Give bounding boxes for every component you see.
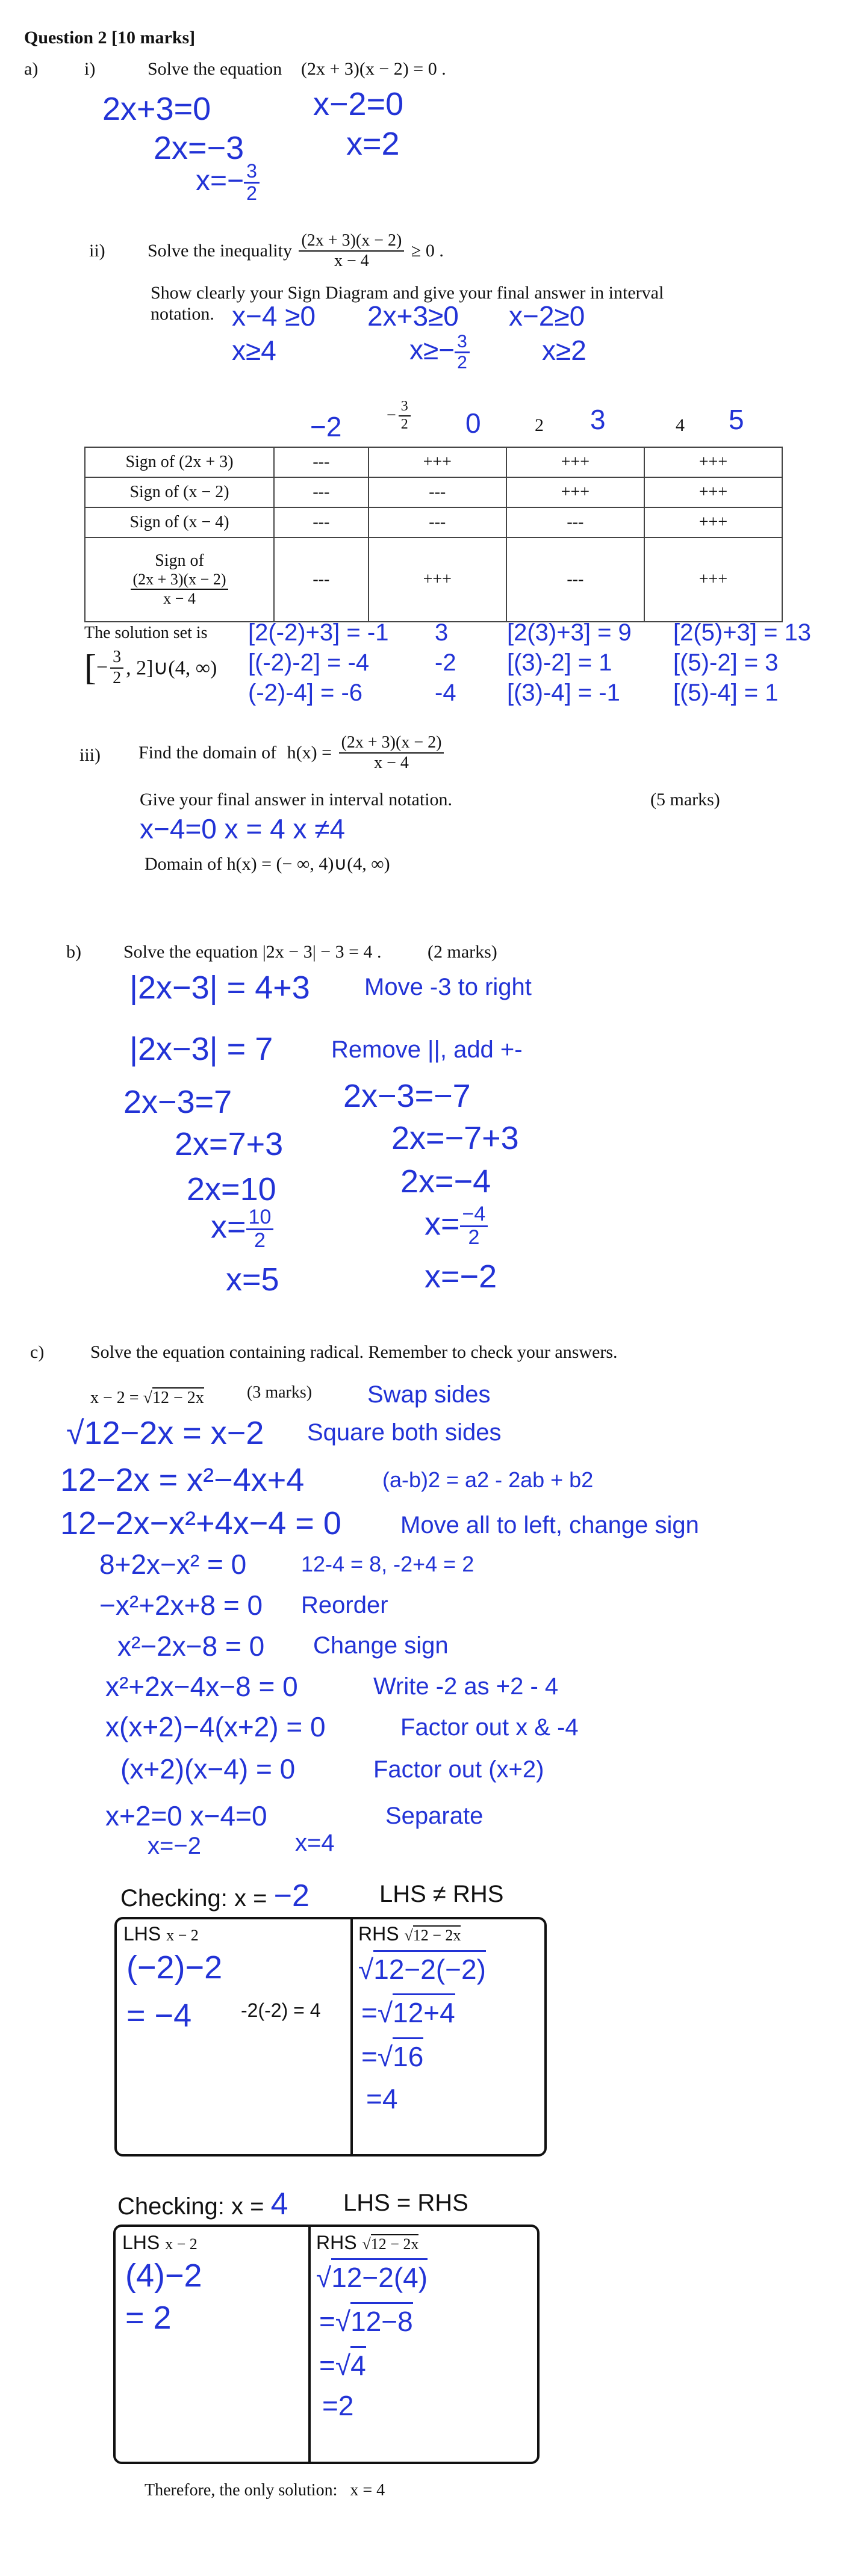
iii-work: x−4=0 x = 4 x ≠4 [140, 813, 346, 844]
c-step-3: 12−2x−x²+4x−4 = 0 [60, 1505, 341, 1541]
c-root-2: x=4 [295, 1830, 335, 1856]
crit-hand-2: 0 [465, 407, 481, 439]
c-step-7: x²+2x−4x−8 = 0 [105, 1671, 298, 1702]
ii-instruction-2: notation. [151, 304, 214, 324]
sign-cell: --- [274, 507, 369, 537]
check2-rhs-work-4: =2 [322, 2390, 354, 2421]
sign-cell: +++ [506, 447, 644, 477]
check2-rhs-work-1: √12−2(4) [316, 2258, 428, 2294]
b-right-1: 2x−3=−7 [343, 1078, 471, 1114]
c-step-5: −x²+2x+8 = 0 [99, 1590, 263, 1621]
sign-cell: +++ [644, 507, 782, 537]
crit-hand-3: 3 [590, 404, 606, 435]
ii-work-2: 2x+3≥0 [367, 300, 459, 332]
i-work-2: x−2=0 [313, 86, 404, 122]
check1-divider [350, 1919, 353, 2154]
check1-rhs-work-1: √12−2(−2) [358, 1950, 486, 1986]
check-col-2: 3 -2 -4 [435, 619, 456, 706]
b-left-5: x=5 [226, 1262, 279, 1298]
crit-hand-4: 5 [729, 404, 744, 435]
part-ii-inequality: Solve the inequality $\frac{(2x + 3)(x - 2)}{x - 4}$ ≥ 0 . [148, 231, 444, 271]
ii-work-3: x−2≥0 [509, 300, 585, 332]
b-left-2: 2x=7+3 [175, 1126, 284, 1162]
c-step-2: 12−2x = x²−4x+4 [60, 1462, 305, 1498]
check2-title: Checking: x = 4 [117, 2187, 288, 2221]
c-root-1: x=−2 [148, 1833, 201, 1859]
check-col-3: [2(3)+3] = 9 [(3)-2] = 1 [(3)-4] = -1 [507, 619, 632, 706]
c-note-8: Factor out x & -4 [400, 1714, 579, 1741]
c-step-10: x+2=0 x−4=0 [105, 1800, 267, 1831]
b-note-1: Move -3 to right [364, 974, 532, 1000]
c-step-9: (x+2)(x−4) = 0 [120, 1753, 296, 1785]
check1-lhs-label: LHS x − 2 [123, 1923, 199, 1945]
solution-label: The solution set is [84, 624, 208, 642]
c-step-1: √12−2x = x−2 [66, 1415, 264, 1451]
row-label: Sign of $\frac{(2x + 3)(x - 2)}{x - 4}$ [85, 537, 274, 622]
part-b-marks: (2 marks) [428, 942, 497, 962]
ii-work-4: x≥4 [232, 335, 276, 366]
sign-cell: --- [274, 447, 369, 477]
part-ii-label: ii) [89, 241, 105, 261]
check-col-1: [2(-2)+3] = -1 [(-2)-2] = -4 (-2)-4] = -6 [248, 619, 389, 706]
i-work-3: 2x=−3 [154, 130, 244, 166]
check2-divider [308, 2227, 311, 2462]
part-c-marks: (3 marks) [247, 1383, 313, 1402]
table-row [85, 537, 782, 622]
c-step-6: x²−2x−8 = 0 [117, 1630, 265, 1662]
i-work-4: x=2 [346, 126, 400, 162]
c-note-10: Separate [385, 1803, 484, 1829]
crit-print-2: 2 [535, 415, 544, 435]
check1-lhs-work-1: (−2)−2 [126, 1949, 223, 1986]
sign-table [84, 447, 783, 622]
sign-cell: +++ [369, 447, 506, 477]
row-label: Sign of (x − 2) [85, 477, 274, 507]
sign-cell: +++ [644, 537, 782, 622]
table-row [85, 447, 782, 477]
ii-work-1: x−4 ≥0 [232, 300, 316, 332]
c-note-6: Change sign [313, 1632, 449, 1659]
sign-cell: --- [274, 537, 369, 622]
c-note-2: (a-b)2 = a2 - 2ab + b2 [382, 1467, 594, 1492]
check1-result: LHS ≠ RHS [379, 1881, 504, 1907]
sign-cell: --- [274, 477, 369, 507]
part-c-label: c) [30, 1342, 45, 1362]
question-heading: Question 2 [10 marks] [24, 28, 196, 48]
check2-rhs-label: RHS √12 − 2x [316, 2232, 419, 2253]
final-statement: Therefore, the only solution: x = 4 [145, 2481, 385, 2500]
check1-title: Checking: x = −2 [120, 1878, 310, 1913]
sign-cell: +++ [506, 477, 644, 507]
part-b-text: Solve the equation |2x − 3| − 3 = 4 . [123, 942, 382, 962]
b-right-5: x=−2 [425, 1259, 497, 1295]
c-note-9: Factor out (x+2) [373, 1756, 544, 1783]
sign-cell: +++ [369, 537, 506, 622]
part-c-equation: x − 2 = √12 − 2x [90, 1389, 204, 1407]
check1-rhs-work-4: =4 [366, 2083, 398, 2114]
check2-lhs-label: LHS x − 2 [122, 2232, 198, 2253]
check-col-4: [2(5)+3] = 13 [(5)-2] = 3 [(5)-4] = 1 [673, 619, 812, 706]
crit-print-4: 4 [676, 415, 685, 435]
b-left-3: 2x=10 [187, 1171, 276, 1207]
b-right-3: 2x=−4 [400, 1163, 491, 1200]
part-i-equation: (2x + 3)(x − 2) = 0 . [301, 59, 446, 79]
crit-hand-1: −2 [310, 411, 342, 442]
sign-cell: +++ [644, 447, 782, 477]
ii-work-5: x≥− $\frac{3}{2}$ [409, 332, 470, 372]
part-c-text: Solve the equation containing radical. Remember to check your answers. [90, 1342, 618, 1362]
crit-neg-three-halves: − $\frac{3}{2}$ [387, 398, 413, 433]
i-work-1: 2x+3=0 [102, 91, 211, 127]
c-note-5: Reorder [301, 1592, 388, 1618]
row-label: Sign of (x − 4) [85, 507, 274, 537]
sign-cell: --- [506, 537, 644, 622]
b-right-4: x= $\frac{-4}{2}$ [425, 1204, 488, 1248]
c-step-4: 8+2x−x² = 0 [99, 1549, 247, 1580]
check2-lhs-work-1: (4)−2 [125, 2258, 202, 2294]
check1-rhs-work-3: =√16 [361, 2037, 423, 2073]
table-row [85, 477, 782, 507]
c-note-1: Square both sides [307, 1419, 502, 1446]
iii-domain: Domain of h(x) = (− ∞, 4)∪(4, ∞) [145, 854, 390, 874]
b-step-1: |2x−3| = 4+3 [129, 970, 310, 1006]
c-note-4: 12-4 = 8, -2+4 = 2 [301, 1552, 474, 1576]
c-note-7: Write -2 as +2 - 4 [373, 1673, 559, 1700]
part-iii-label: iii) [79, 745, 101, 765]
i-work-5: x=− $\frac{3}{2}$ [196, 161, 260, 203]
sign-cell: --- [369, 477, 506, 507]
sign-cell: --- [506, 507, 644, 537]
b-note-2: Remove ||, add +- [331, 1036, 523, 1063]
part-b-label: b) [66, 942, 81, 962]
ii-work-6: x≥2 [542, 335, 586, 366]
ii-instruction-1: Show clearly your Sign Diagram and give your final answer in interval [151, 283, 664, 303]
check2-rhs-work-3: =√4 [319, 2346, 366, 2382]
b-left-1: 2x−3=7 [123, 1084, 232, 1120]
part-a-label: a) [24, 59, 39, 79]
b-right-2: 2x=−7+3 [391, 1120, 519, 1156]
iii-marks: (5 marks) [650, 790, 720, 810]
part-i-text: Solve the equation [148, 59, 282, 79]
check2-lhs-work-2: = 2 [125, 2300, 172, 2336]
b-left-4: x= $\frac{10}{2}$ [211, 1207, 273, 1251]
check1-rhs-work-2: =√12+4 [361, 1993, 455, 2029]
iii-instruction: Give your final answer in interval notation. [140, 790, 453, 810]
c-note-swap: Swap sides [367, 1381, 491, 1408]
part-i-label: i) [84, 59, 96, 79]
table-row [85, 507, 782, 537]
c-note-3: Move all to left, change sign [400, 1512, 699, 1538]
check1-mid-note: -2(-2) = 4 [241, 1999, 321, 2021]
check1-rhs-label: RHS √12 − 2x [358, 1923, 461, 1945]
sign-cell: --- [369, 507, 506, 537]
b-step-2: |2x−3| = 7 [129, 1031, 273, 1067]
c-step-8: x(x+2)−4(x+2) = 0 [105, 1711, 326, 1742]
sign-cell: +++ [644, 477, 782, 507]
check2-result: LHS = RHS [343, 2190, 468, 2216]
solution-set: [− $\frac{3}{2}$ , 2]∪(4, ∞) [84, 648, 217, 687]
part-iii-question: Find the domain of h(x) = $\frac{(2x + 3)(x - 2)}{x - 4}$ [138, 733, 446, 773]
check1-lhs-work-2: = −4 [126, 1998, 192, 2034]
row-label: Sign of (2x + 3) [85, 447, 274, 477]
check2-rhs-work-2: =√12−8 [319, 2302, 413, 2338]
